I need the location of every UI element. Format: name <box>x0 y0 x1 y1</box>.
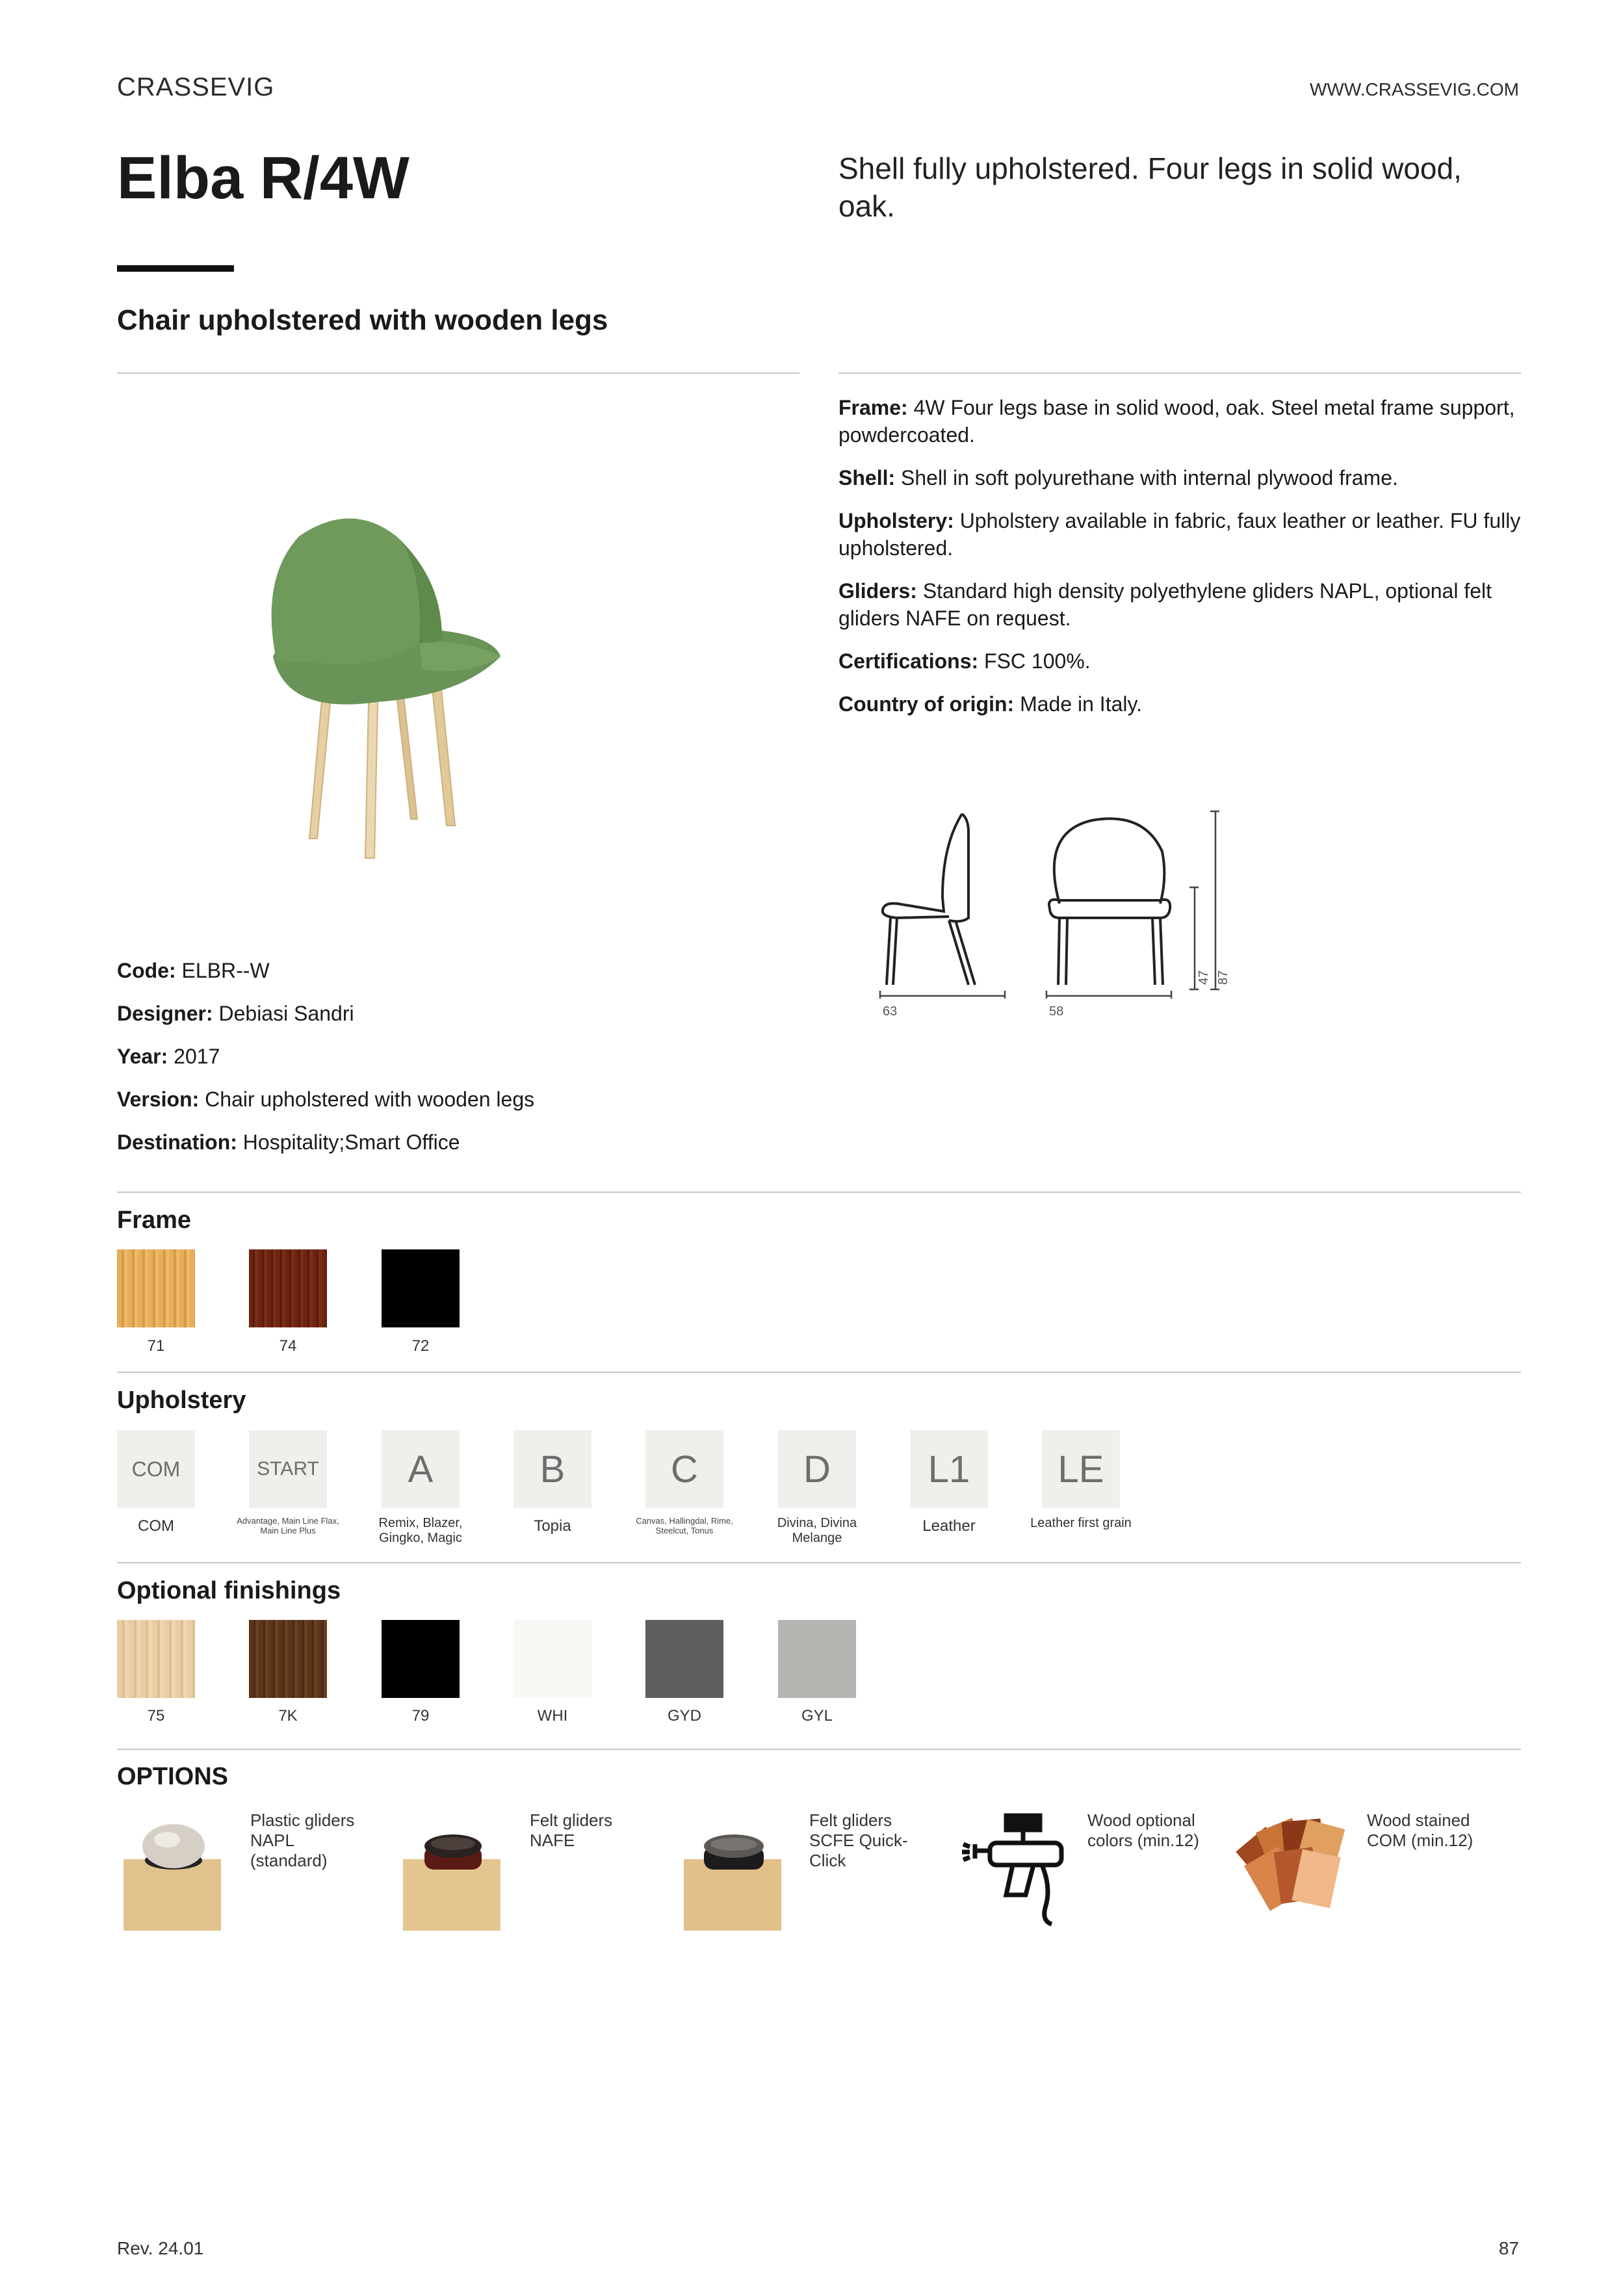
upholstery-tile-le[interactable]: LE <box>1042 1430 1120 1508</box>
upholstery-tile-b[interactable]: B <box>513 1430 591 1508</box>
revision-label: Rev. 24.01 <box>117 2238 204 2258</box>
plastic-glider-image <box>120 1820 231 1931</box>
swatch-code: 72 <box>411 1337 430 1355</box>
upholstery-label: Advantage, Main Line Flax, Main Line Plus <box>237 1516 339 1535</box>
spec-country: Country of origin: Made in Italy. <box>838 692 1142 716</box>
frame-heading: Frame <box>117 1207 192 1234</box>
spec-frame: Frame: 4W Four legs base in solid wood, oak. Steel metal frame support, powdercoated. <box>838 396 1515 447</box>
upholstery-label: Remix, Blazer, Gingko, Magic <box>378 1516 463 1545</box>
info-year: Year: 2017 <box>117 1045 220 1068</box>
finish-swatch-79[interactable] <box>382 1620 460 1698</box>
spec-certifications: Certifications: FSC 100%. <box>838 649 1091 673</box>
swatch-code: 7K <box>278 1707 298 1725</box>
spec-list <box>838 394 1521 733</box>
info-version: Version: Chair upholstered with wooden legs <box>117 1088 535 1111</box>
finish-swatch-gyd[interactable] <box>645 1620 723 1698</box>
frame-swatch-71[interactable] <box>117 1249 195 1327</box>
spec-upholstery: Upholstery: Upholstery available in fabric, faux leather or leather. FU fully upholstered. <box>838 509 1521 560</box>
swatch-code: 75 <box>147 1707 165 1725</box>
swatch-code: GYL <box>801 1707 833 1725</box>
width-label: 58 <box>1049 1004 1064 1019</box>
finish-swatch-7k[interactable] <box>249 1620 327 1698</box>
quick-click-glider-image <box>681 1820 791 1931</box>
option-label: Felt gliders NAFE <box>530 1810 613 1850</box>
page-number: 87 <box>1498 2238 1519 2258</box>
brand-logo: CRASSEVIG <box>117 73 275 101</box>
spray-gun-icon <box>961 1810 1078 1927</box>
swatch-code: 71 <box>147 1337 165 1355</box>
upholstery-tile-l1[interactable]: L1 <box>910 1430 988 1508</box>
divider <box>117 372 799 374</box>
spec-gliders: Gliders: Standard high density polyethylene gliders NAPL, optional felt gliders NAFE on request. <box>838 579 1492 630</box>
upholstery-tile-d[interactable]: D <box>778 1430 856 1508</box>
upholstery-label: Canvas, Hallingdal, Rime, Steelcut, Tonus <box>636 1516 733 1535</box>
finish-swatch-whi[interactable] <box>513 1620 591 1698</box>
info-destination: Destination: Hospitality;Smart Office <box>117 1130 460 1154</box>
upholstery-label: COM <box>138 1517 174 1535</box>
upholstery-heading: Upholstery <box>117 1387 246 1414</box>
upholstery-label: Divina, Divina Melange <box>777 1516 857 1545</box>
product-tagline: Shell fully upholstered. Four legs in solid wood, oak. <box>838 151 1462 223</box>
upholstery-tile-start[interactable]: START <box>249 1430 327 1508</box>
divider <box>838 372 1521 374</box>
frame-swatch-74[interactable] <box>249 1249 327 1327</box>
product-photo <box>247 507 533 871</box>
swatch-code: WHI <box>537 1707 568 1725</box>
info-designer: Designer: Debiasi Sandri <box>117 1002 354 1025</box>
product-title: Elba R/4W <box>117 145 409 211</box>
swatch-code: GYD <box>667 1707 701 1725</box>
divider <box>117 1372 1521 1373</box>
felt-glider-image <box>400 1820 510 1931</box>
wood-samples-image <box>1235 1814 1352 1911</box>
spec-shell: Shell: Shell in soft polyurethane with internal plywood frame. <box>838 466 1398 489</box>
option-label: Felt gliders SCFE Quick-Click <box>809 1810 908 1870</box>
finish-swatch-75[interactable] <box>117 1620 195 1698</box>
upholstery-label: Topia <box>534 1517 571 1535</box>
product-subtitle: Chair upholstered with wooden legs <box>117 304 608 336</box>
upholstery-tile-c[interactable]: C <box>645 1430 723 1508</box>
option-label: Wood optional colors (min.12) <box>1087 1810 1199 1850</box>
upholstery-label: Leather <box>922 1517 976 1535</box>
seat-height-label: 47 <box>1197 970 1211 985</box>
swatch-code: 79 <box>411 1707 430 1725</box>
product-info <box>117 957 534 1171</box>
dimension-drawing <box>871 806 1248 1034</box>
option-label: Plastic gliders NAPL (standard) <box>250 1810 355 1870</box>
divider <box>117 1562 1521 1563</box>
frame-swatch-72[interactable] <box>382 1249 460 1327</box>
total-height-label: 87 <box>1216 970 1230 985</box>
depth-label: 63 <box>883 1004 898 1019</box>
chair-back <box>272 519 420 665</box>
upholstery-tile-a[interactable]: A <box>382 1430 460 1508</box>
chair-image <box>247 507 533 871</box>
title-underline <box>117 265 234 272</box>
finishings-heading: Optional finishings <box>117 1577 341 1604</box>
info-code: Code: ELBR--W <box>117 959 270 982</box>
upholstery-label: Leather first grain <box>1030 1516 1132 1530</box>
upholstery-tile-com[interactable]: COM <box>117 1430 195 1508</box>
finish-swatch-gyl[interactable] <box>778 1620 856 1698</box>
option-label: Wood stained COM (min.12) <box>1367 1810 1474 1850</box>
website-link[interactable]: WWW.CRASSEVIG.COM <box>1310 79 1519 99</box>
divider <box>117 1749 1521 1750</box>
technical-drawing <box>871 806 1248 1034</box>
divider <box>117 1192 1521 1193</box>
swatch-code: 74 <box>279 1337 297 1355</box>
chair-leg <box>430 670 455 826</box>
options-heading: OPTIONS <box>117 1763 229 1790</box>
